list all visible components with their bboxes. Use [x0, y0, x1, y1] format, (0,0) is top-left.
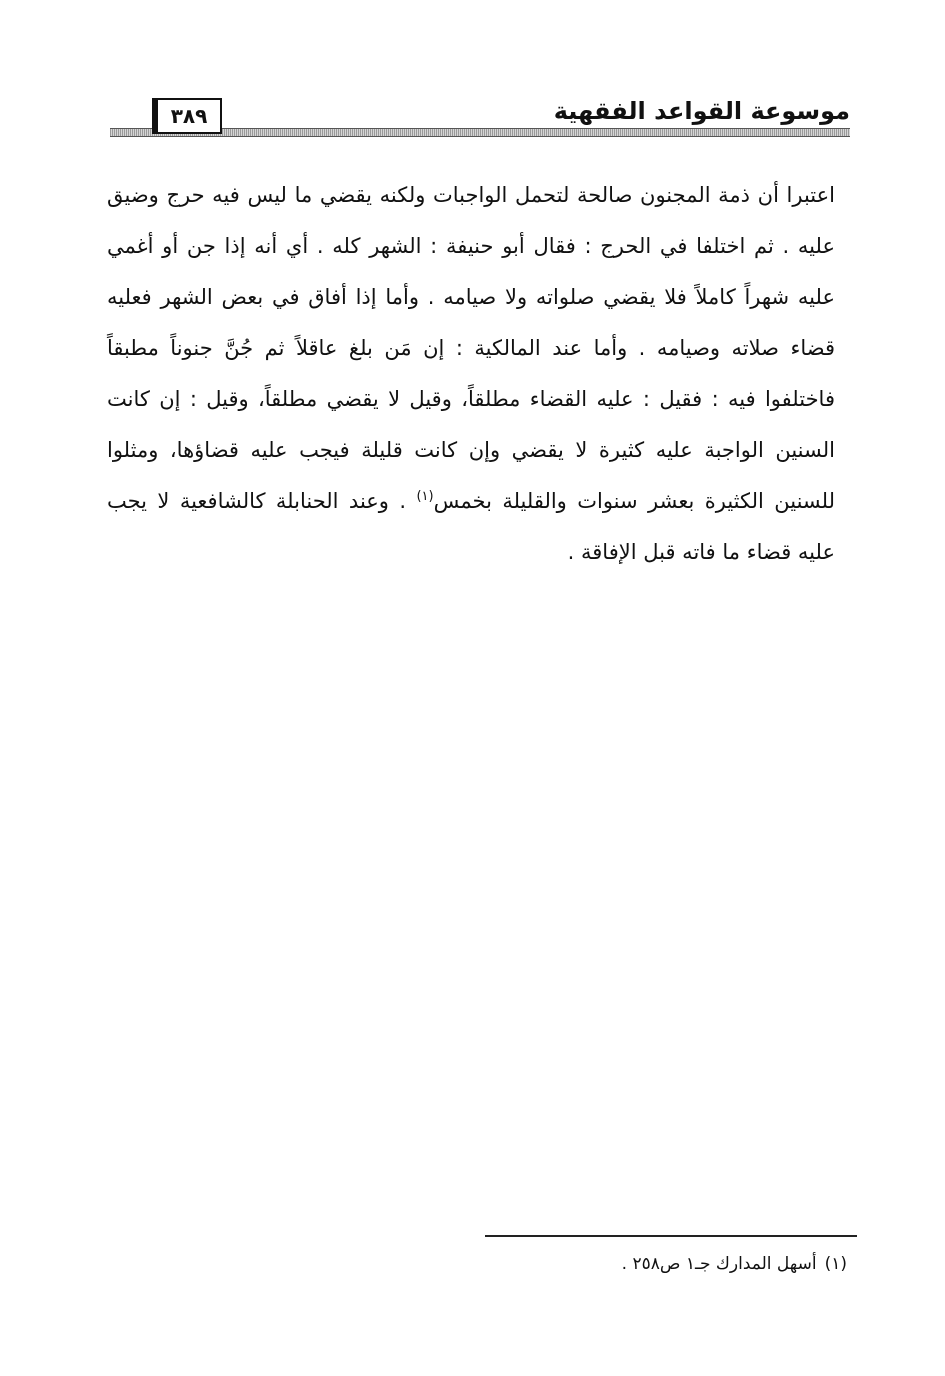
paragraph-text-continued: . وعند الحنابلة كالشافعية لا يجب عليه قضاء ما فاته قبل الإفاقة . [107, 489, 835, 564]
running-title: موسوعة القواعد الفقهية [553, 97, 850, 125]
page-number: ٣٨٩ [152, 98, 222, 134]
body-paragraph [107, 170, 835, 578]
paragraph-text: اعتبرا أن ذمة المجنون صالحة لتحمل الواجبات ولكنه يقضي ما ليس فيه حرج وضيق عليه . ثم اختلفا في الحرج : فقال أبو حنيفة : الشهر كله . أي أنه إذا جن أو أغمي عليه شهراً كاملاً فلا يقضي صلواته ولا صيامه . وأما إذا أفاق في بعض الشهر فعليه قضاء صلاته وصيامه . وأما عند المالكية : إن مَن بلغ عاقلاً ثم جُنَّ جنوناً مطبقاً فاختلفوا فيه : فقيل : عليه القضاء مطلقاً، وقيل لا يقضي مطلقاً، وقيل : إن كانت السنين الواجبة عليه كثيرة لا يقضي وإن كانت قليلة فيجب عليه قضاؤها، ومثلوا للسنين الكثيرة بعشر سنوات والقليلة بخمس [107, 183, 835, 513]
footnote-separator [485, 1235, 857, 1237]
page-header [110, 92, 850, 138]
footnote-marker: (١) [824, 1254, 847, 1274]
footnote [347, 1250, 847, 1278]
footnote-text: أسهل المدارك جـ١ ص٢٥٨ . [621, 1254, 817, 1274]
footnote-reference[interactable]: (١) [416, 489, 434, 504]
